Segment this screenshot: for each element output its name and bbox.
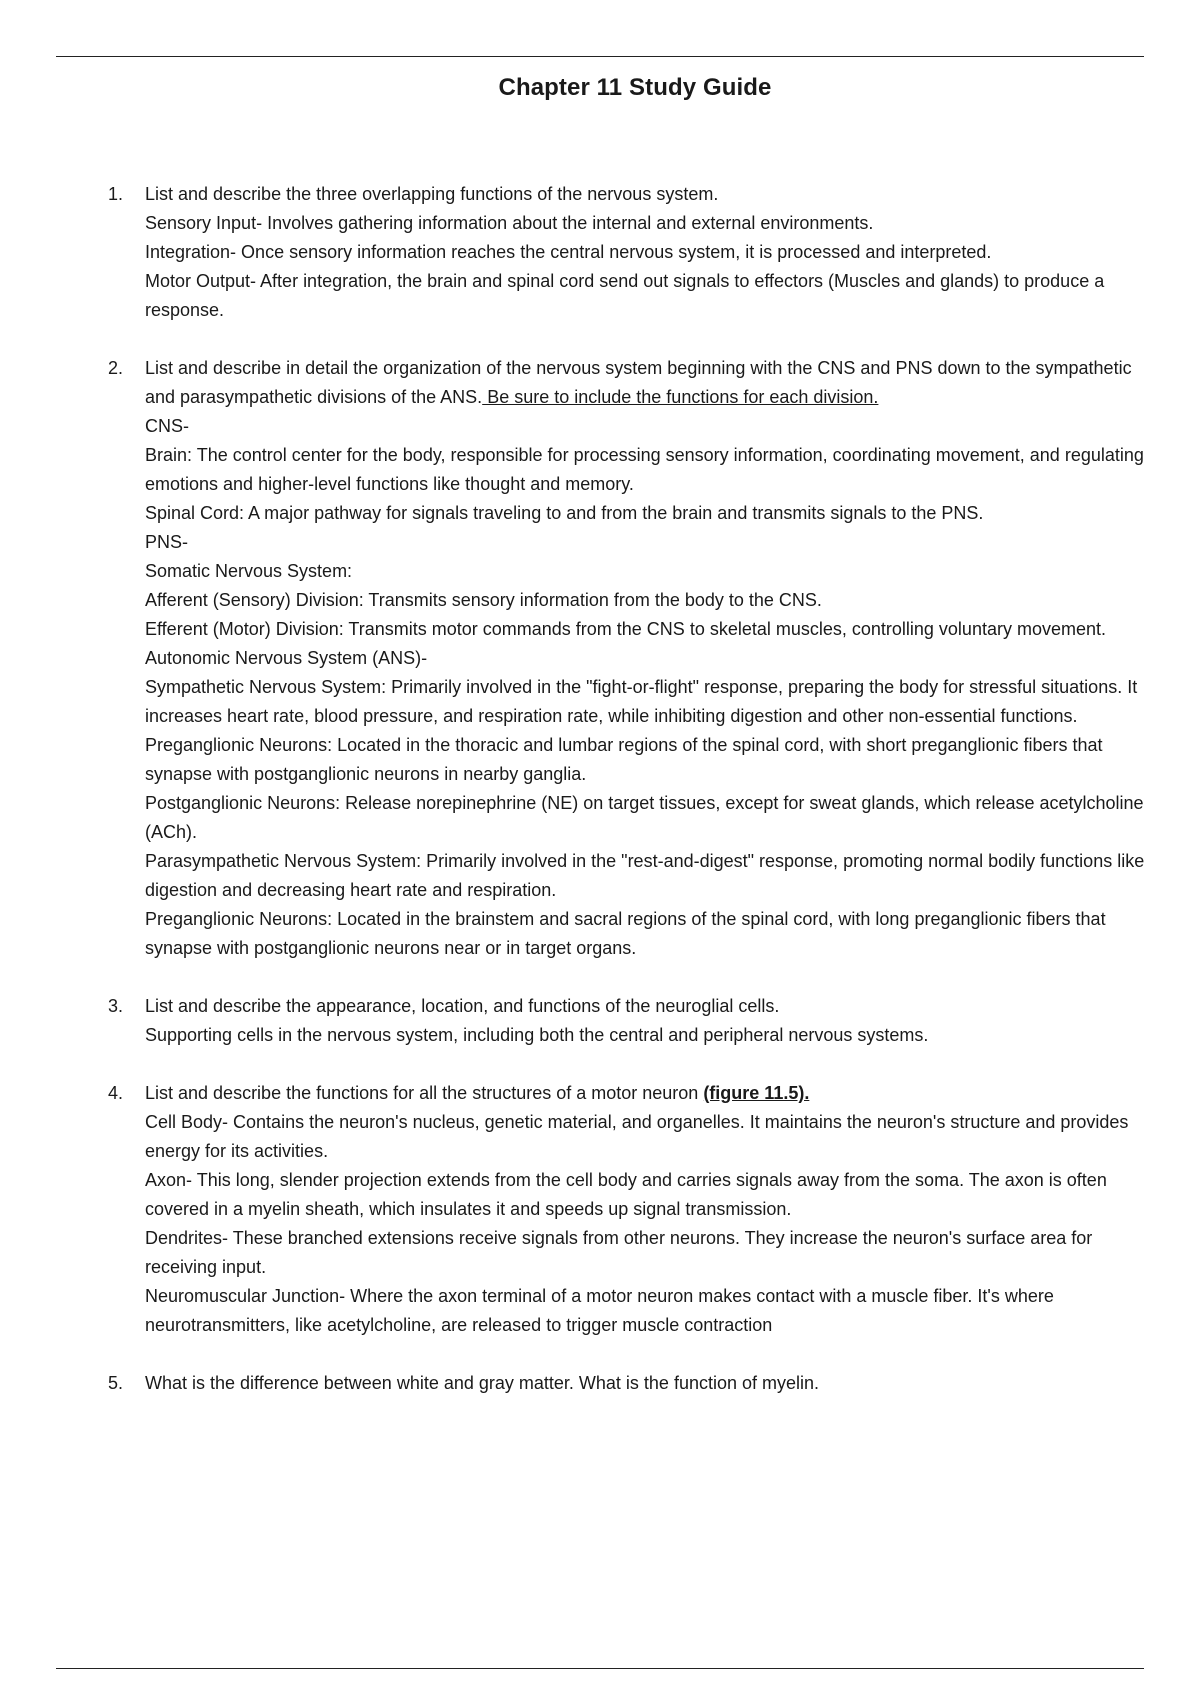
prompt-text: List and describe the functions for all the structures of a motor neuron: [145, 1083, 704, 1103]
answer-line: Brain: The control center for the body, responsible for processing sensory information, coordinating movement, and regulating emotions and higher-level functions like thought and memory.: [145, 445, 1144, 494]
answer-line: Cell Body- Contains the neuron's nucleus, genetic material, and organelles. It maintains the neuron's structure and provides energy for its activities.: [145, 1112, 1129, 1161]
answer-line: Efferent (Motor) Division: Transmits motor commands from the CNS to skeletal muscles, controlling voluntary movement.: [145, 619, 1106, 639]
question-prompt: [145, 354, 1160, 412]
answer-line: Integration- Once sensory information reaches the central nervous system, it is processed and interpreted.: [145, 242, 992, 262]
answer-line: Motor Output- After integration, the brain and spinal cord send out signals to effectors (Muscles and glands) to produce a response.: [145, 271, 1105, 320]
question-number: 3.: [108, 996, 124, 1016]
answer-line: Preganglionic Neurons: Located in the brainstem and sacral regions of the spinal cord, with long preganglionic fibers that synapse with postganglionic neurons near or in target organs.: [145, 909, 1106, 958]
question-2: [0, 354, 1200, 963]
prompt-underlined-text: Be sure to include the functions for each division.: [482, 387, 879, 407]
question-prompt: List and describe the appearance, location, and functions of the neuroglial cells.: [145, 996, 780, 1016]
answer-line: Axon- This long, slender projection extends from the cell body and carries signals away from the soma. The axon is often covered in a myelin sheath, which insulates it and speeds up signal transmission.: [145, 1170, 1107, 1219]
answer-line: Dendrites- These branched extensions receive signals from other neurons. They increase the neuron's surface area for receiving input.: [145, 1228, 1093, 1277]
answer-line: PNS-: [145, 532, 189, 552]
question-list: [0, 180, 1200, 1427]
question-number: 2.: [108, 358, 124, 378]
answer-line: Parasympathetic Nervous System: Primarily involved in the "rest-and-digest" response, promoting normal bodily functions like digestion and decreasing heart rate and respiration.: [145, 851, 1145, 900]
figure-reference: (figure 11.5).: [703, 1083, 810, 1103]
page-title: Chapter 11 Study Guide: [498, 74, 772, 101]
question-3: [0, 992, 1200, 1050]
answer-line: Neuromuscular Junction- Where the axon terminal of a motor neuron makes contact with a muscle fiber. It's where neurotransmitters, like acetylcholine, are released to trigger muscle contraction: [145, 1286, 1054, 1335]
answer-line: Sensory Input- Involves gathering information about the internal and external environments.: [145, 213, 874, 233]
question-prompt: [145, 1079, 1160, 1108]
answer-line: Spinal Cord: A major pathway for signals traveling to and from the brain and transmits signals to the PNS.: [145, 503, 984, 523]
answer-line: Autonomic Nervous System (ANS)-: [145, 648, 428, 668]
answer-line: Supporting cells in the nervous system, including both the central and peripheral nervous systems.: [145, 1025, 929, 1045]
question-number: 1.: [108, 184, 124, 204]
answer-line: Postganglionic Neurons: Release norepinephrine (NE) on target tissues, except for sweat glands, which release acetylcholine (ACh).: [145, 793, 1144, 842]
question-1: [0, 180, 1200, 325]
header-rule: [56, 56, 1144, 57]
footer-rule: [56, 1668, 1144, 1669]
question-prompt: List and describe the three overlapping functions of the nervous system.: [145, 184, 719, 204]
question-4: [0, 1079, 1200, 1340]
question-prompt: What is the difference between white and gray matter. What is the function of myelin.: [145, 1373, 820, 1393]
question-5: [0, 1369, 1200, 1398]
answer-line: Sympathetic Nervous System: Primarily involved in the "fight-or-flight" response, preparing the body for stressful situations. It increases heart rate, blood pressure, and respiration rate, while inhibiting digestion and other non-essential functions.: [145, 677, 1138, 726]
question-number: 4.: [108, 1083, 124, 1103]
answer-line: Somatic Nervous System:: [145, 561, 353, 581]
question-number: 5.: [108, 1373, 124, 1393]
answer-line: CNS-: [145, 416, 189, 436]
answer-line: Afferent (Sensory) Division: Transmits sensory information from the body to the CNS.: [145, 590, 822, 610]
prompt-text: List and describe in detail the organization of the nervous system beginning with the CNS and PNS down to the sympathetic and parasympathetic divisions of the ANS.: [145, 358, 1132, 407]
answer-line: Preganglionic Neurons: Located in the thoracic and lumbar regions of the spinal cord, with short preganglionic fibers that synapse with postganglionic neurons in nearby ganglia.: [145, 735, 1103, 784]
